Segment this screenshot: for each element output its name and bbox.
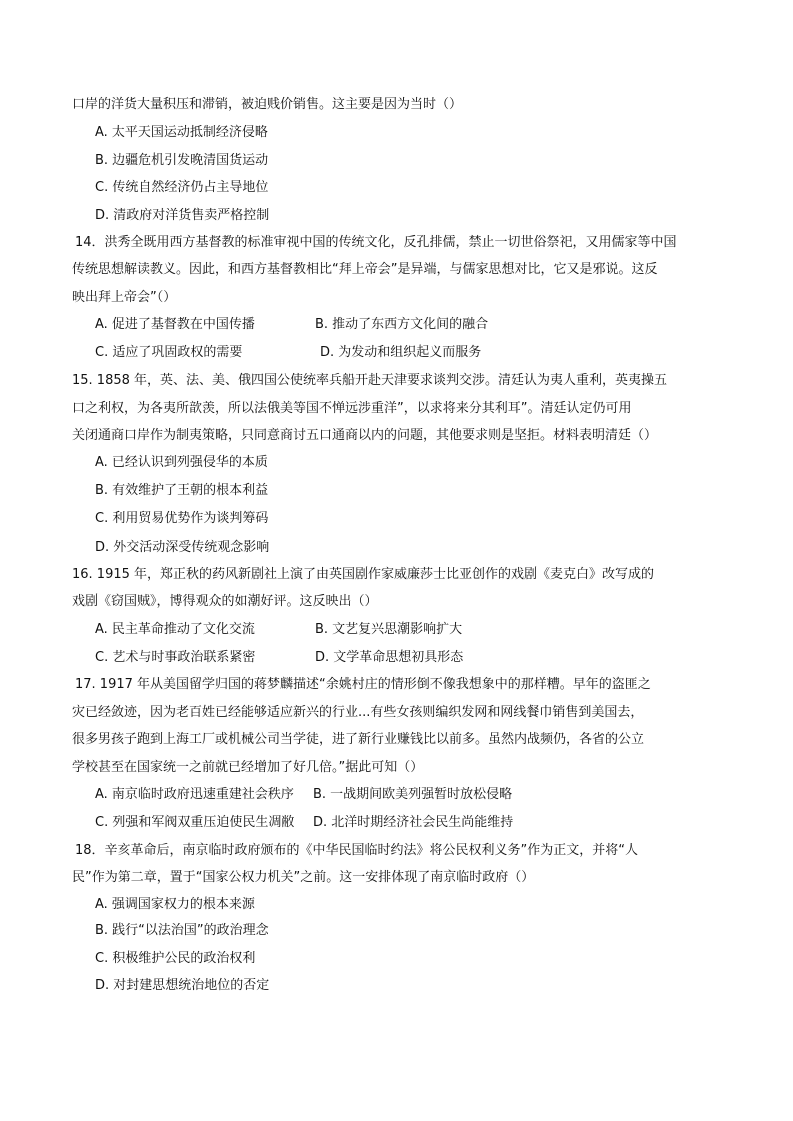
q18-stem-line-1: 18．辛亥革命后，南京临时政府颁布的《中华民国临时约法》将公民权利义务”作为正文，并将“人 xyxy=(75,843,639,858)
q14-option-c: C. 适应了巩固政权的需要 xyxy=(95,345,243,360)
q15-option-c: C. 利用贸易优势作为谈判筹码 xyxy=(95,511,269,526)
q13-option-d: D. 清政府对洋货售卖严格控制 xyxy=(95,208,270,223)
q15-option-d: D. 外交活动深受传统观念影响 xyxy=(95,540,270,555)
q16-option-b: B. 文艺复兴思潮影响扩大 xyxy=(315,622,463,637)
q18-option-c: C. 积极维护公民的政治权利 xyxy=(95,951,256,966)
q16-stem-line-2: 戏剧《窃国贼》，博得观众的如潮好评。这反映出（） xyxy=(72,594,378,609)
q16-stem-line-1: 16. 1915 年，郑正秋的药风新剧社上演了由英国剧作家威廉莎士比亚创作的戏剧《麦克白》改写成的 xyxy=(72,567,655,582)
q14-option-a: A. 促进了基督教在中国传播 xyxy=(95,317,255,332)
q15-stem-line-1: 15. 1858 年，英、法、美、俄四国公使统率兵船开赴天津要求谈判交涉。清廷认为夷人重利，英夷操五 xyxy=(72,373,668,388)
q15-stem-line-3: 关闭通商口岸作为制夷策略，只同意商讨五口通商以内的问题，其他要求则是坚拒。材料表明清廷（） xyxy=(72,428,658,443)
q14-option-b: B. 推动了东西方文化间的融合 xyxy=(315,317,489,332)
q16-option-a: A. 民主革命推动了文化交流 xyxy=(95,622,255,637)
q15-option-a: A. 已经认识到列强侵华的本质 xyxy=(95,455,268,470)
q18-option-a: A. 强调国家权力的根本来源 xyxy=(95,897,255,912)
q14-option-d: D. 为发动和组织起义而服务 xyxy=(320,345,482,360)
q13-option-b: B. 边疆危机引发晚清国货运动 xyxy=(95,153,269,168)
q17-option-d: D. 北洋时期经济社会民生尚能维持 xyxy=(313,815,514,830)
q17-option-b: B. 一战期间欧美列强暂时放松侵略 xyxy=(313,787,513,802)
q13-option-c: C. 传统自然经济仍占主导地位 xyxy=(95,180,269,195)
q14-stem-line-2: 传统思想解读教义。因此，和西方基督教相比“拜上帝会”是异端，与儒家思想对比，它又是邪说。这反 xyxy=(72,262,658,277)
q13-option-a: A. 太平天国运动抵制经济侵略 xyxy=(95,125,268,140)
q14-stem-line-1: 14．洪秀全既用西方基督教的标准审视中国的传统文化，反孔排儒，禁止一切世俗祭祀，又用儒家等中国 xyxy=(75,235,677,250)
q16-option-d: D. 文学革命思想初具形态 xyxy=(315,650,464,665)
q17-stem-line-3: 很多男孩子跑到上海工厂或机械公司当学徒，进了新行业赚钱比以前多。虽然内战频仍，各省的公立 xyxy=(72,732,645,747)
q15-option-b: B. 有效维护了王朝的根本利益 xyxy=(95,483,269,498)
q17-option-a: A. 南京临时政府迅速重建社会秩序 xyxy=(95,787,294,802)
q17-stem-line-1: 17. 1917 年从美国留学归国的蒋梦麟描述“余姚村庄的情形倒不像我想象中的那样糟。早年的盗匪之 xyxy=(75,677,651,692)
q18-stem-line-2: 民”作为第二章，置于“国家公权力机关”之前。这一安排体现了南京临时政府（） xyxy=(72,870,535,885)
q15-stem-line-2: 口之利权，为各夷所歆羡，所以法俄美等国不惮远涉重洋”，以求将来分其利耳”。清廷认定仍可用 xyxy=(72,401,632,416)
q18-option-d: D. 对封建思想统治地位的否定 xyxy=(95,978,270,993)
q17-stem-line-2: 灾已经敛迹，因为老百姓已经能够适应新兴的行业...有些女孩则编织发网和网线餐巾销售到美国去， xyxy=(72,705,644,720)
q17-option-c: C. 列强和军阀双重压迫使民生凋敝 xyxy=(95,815,295,830)
q18-option-b: B. 践行“以法治国”的政治理念 xyxy=(95,923,269,938)
q13-stem-line-1: 口岸的洋货大量积压和滞销，被迫贱价销售。这主要是因为当时（） xyxy=(72,97,463,112)
q16-option-c: C. 艺术与时事政治联系紧密 xyxy=(95,650,256,665)
q17-stem-line-4: 学校甚至在国家统一之前就已经增加了好几倍。”据此可知（） xyxy=(72,760,424,775)
q14-stem-line-3: 映出拜上帝会”（） xyxy=(72,290,177,305)
